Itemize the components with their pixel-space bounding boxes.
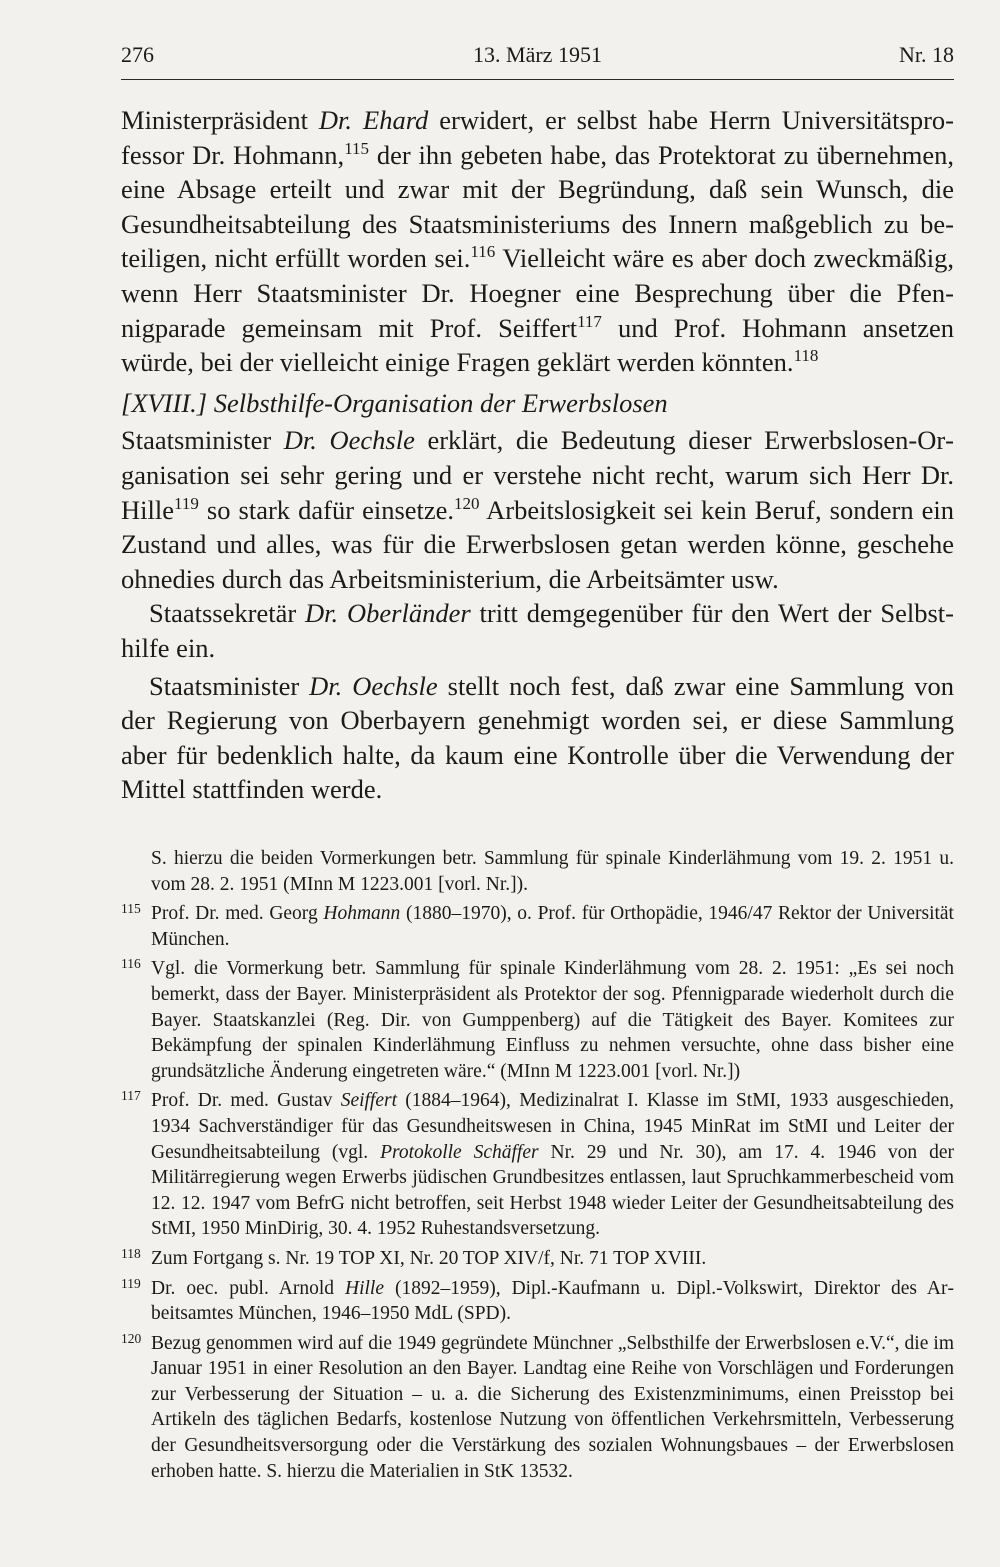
footnote-text: S. hierzu die beiden Vormerkungen betr. Sammlung für spinale Kinderlähmung vom 19. 2. 1951 u. vom 28. 2. 1951 (MInn M 1223.001 [vorl. Nr.]). [151,848,954,895]
page-number: 276 [121,42,154,67]
footnote-115 [121,901,954,952]
paragraph-ehard [121,103,954,380]
footnote-number: 118 [121,1245,141,1261]
speaker-name: Dr. Oechsle [309,670,438,701]
footnote-text: (1884–1964), Medizinalrat I. Klasse im StMI, 1933 ausgeschieden, 1934 Sachverständiger für das Gesundheitswesen in China, 1945 MinRat im StMI und Leiter der Gesundheitsabteilung (vgl. [151,1090,954,1163]
text-run: erwidert, er selbst habe Herrn Universitätsprofessor Dr. Hohmann, [121,105,954,170]
text-run: tritt demgegenüber für den Wert der Selbsthilfe ein. [121,598,954,663]
footnote-number: 119 [121,1275,141,1291]
footnote-ref-117[interactable]: 117 [577,311,602,331]
footnote-number: 116 [121,956,141,972]
text-run: Staatssekretär [149,598,306,629]
footnote-text: Zum Fortgang s. Nr. 19 TOP XI, Nr. 20 TOP XIV/f, Nr. 71 TOP XVIII. [151,1247,707,1269]
footnote-text: Bezug genommen wird auf die 1949 gegründete Münchner „Selbsthilfe der Erwerbslosen e.V.“, die im Januar 1951 in einer Resolution an den Bayer. Landtag eine Reihe von Vorschlägen und Forderungen zur Verbesserung der Situation – u. a. die Sicherung des Existenzminimums, einen Preisstop bei Artikeln des täglichen Bedarfs, kostenlose Nutzung von öffentlichen Verkehrsmitteln, Verbesserung der Gesundheitsversorgung oder die Verstärkung des sozialen Wohnungsbaues – der Erwerbslosen erhoben hatte. S. hierzu die Materialien in StK 13532. [151,1332,954,1482]
footnote-text: Vgl. die Vormerkung betr. Sammlung für spinale Kinderlähmung vom 28. 2. 1951: „Es sei noch bemerkt, dass der Bayer. Ministerpräsident als Protektor der sog. Pfennigparade wiederholt durch die Bayer. Staatskanzlei (Reg. Dir. von Gumppenberg) auf die Tätigkeit des Bayer. Komitees zur Bekämpfung der spinalen Kinderlähmung Einfluss zu nehmen versuchte, ohne dass bisher eine grundsätzliche Änderung eingetreten wäre.“ (MInn M 1223.001 [vorl. Nr.]) [151,958,954,1082]
footnote-ref-115[interactable]: 115 [344,138,370,158]
footnote-ref-120[interactable]: 120 [454,493,480,513]
footnote-ref-116[interactable]: 116 [470,242,496,262]
footnote-number: 120 [121,1330,142,1346]
footnote-ref-118[interactable]: 118 [793,346,819,366]
footnote-text: Prof. Dr. med. Georg [151,903,324,925]
header-date: 13. März 1951 [473,42,602,67]
text-run: Staatsminister [149,670,310,701]
footnote-116 [121,956,954,1084]
speaker-name: Dr. Oberländer [305,598,471,629]
footnote-text: Dr. oec. publ. Arnold [151,1277,345,1299]
text-run: Staatsminister [121,425,284,456]
person-name: Seiffert [340,1090,398,1112]
paragraph-oechsle-1 [121,423,954,596]
section-heading: [XVIII.] Selbsthilfe-Organisation der Erwerbslosen [121,387,668,418]
footnote-text: Prof. Dr. med. Gustav [151,1090,341,1112]
footnote-ref-119[interactable]: 119 [174,493,199,513]
footnote-118 [121,1246,954,1272]
text-run: und Prof. Hohmann ansetzen würde, bei der vielleicht einige Fragen geklärt werden könnten. [121,312,954,378]
text-run: Vielleicht wäre es aber doch zweckmäßig, wenn Herr Staatsminister Dr. Hoegner eine Besprechung über die Pfennigparade gemeinsam mit Prof. Seiffert [121,243,954,343]
publication-title: Protokolle Schäffer [380,1141,539,1163]
person-name: Hohmann [323,903,401,925]
footnote-117 [121,1088,954,1242]
speaker-name: Dr. Ehard [318,105,429,135]
paragraph-oechsle-2 [121,669,954,807]
person-name: Hille [345,1277,384,1299]
footnote-text: (1892–1959), Dipl.-Kaufmann u. Dipl.-Volkswirt, Direktor des Arbeitsamtes München, 1946–1950 MdL (SPD). [151,1277,954,1325]
text-run: Ministerpräsident [121,105,319,135]
header-number: Nr. 18 [899,42,954,67]
text-run: der ihn gebeten habe, das Protektorat zu übernehmen, eine Absage erteilt und zwar mit der Begründung, daß sein Wunsch, die Gesundheitsabteilung des Staatsministeriums des Innern maßgeblich zu beteiligen, nicht erfüllt worden sei. [121,139,954,274]
text-run: Arbeitslosigkeit sei kein Beruf, sondern ein Zustand und alles, was für die Erwerbslosen getan werden könne, geschehe ohnedies durch das Arbeitsministerium, die Arbeitsämter usw. [121,494,954,594]
footnote-number: 117 [121,1088,141,1104]
main-text [121,103,954,807]
running-header [121,42,954,74]
footnotes [121,846,954,1488]
text-run: erklärt, die Bedeutung dieser Erwerbslosen-Organisation sei sehr gering und er verstehe nicht recht, warum sich Herr Dr. Hille [121,425,954,525]
text-run: so stark dafür einsetze. [198,494,455,525]
paragraph-oberlaender [121,596,954,665]
speaker-name: Dr. Oechsle [283,425,415,456]
footnote-119 [121,1276,954,1327]
footnote-120 [121,1331,954,1485]
footnote-continued [121,846,954,897]
footnote-number: 115 [121,901,141,917]
footnote-text: Nr. 29 und Nr. 30), am 17. 4. 1946 von der Militärregierung wegen Erwerbs jüdischen Grundbesitzes entlassen, laut Spruchkammerbescheid vom 12. 12. 1947 vom BefrG nicht betroffen, seit Herbst 1948 wieder Leiter der Gesundheitsabteilung des StMI, 1950 MinDirig, 30. 4. 1952 Ruhestandsversetzung. [151,1141,955,1240]
header-rule [121,79,954,80]
footnote-text: (1880–1970), o. Prof. für Orthopädie, 1946/47 Rektor der Universität München. [151,903,954,950]
text-run: stellt noch fest, daß zwar eine Sammlung von der Regierung von Oberbayern genehmigt worden sei, er diese Sammlung aber für bedenklich halte, da kaum eine Kontrolle über die Verwendung der Mittel stattfinden werde. [121,670,954,805]
